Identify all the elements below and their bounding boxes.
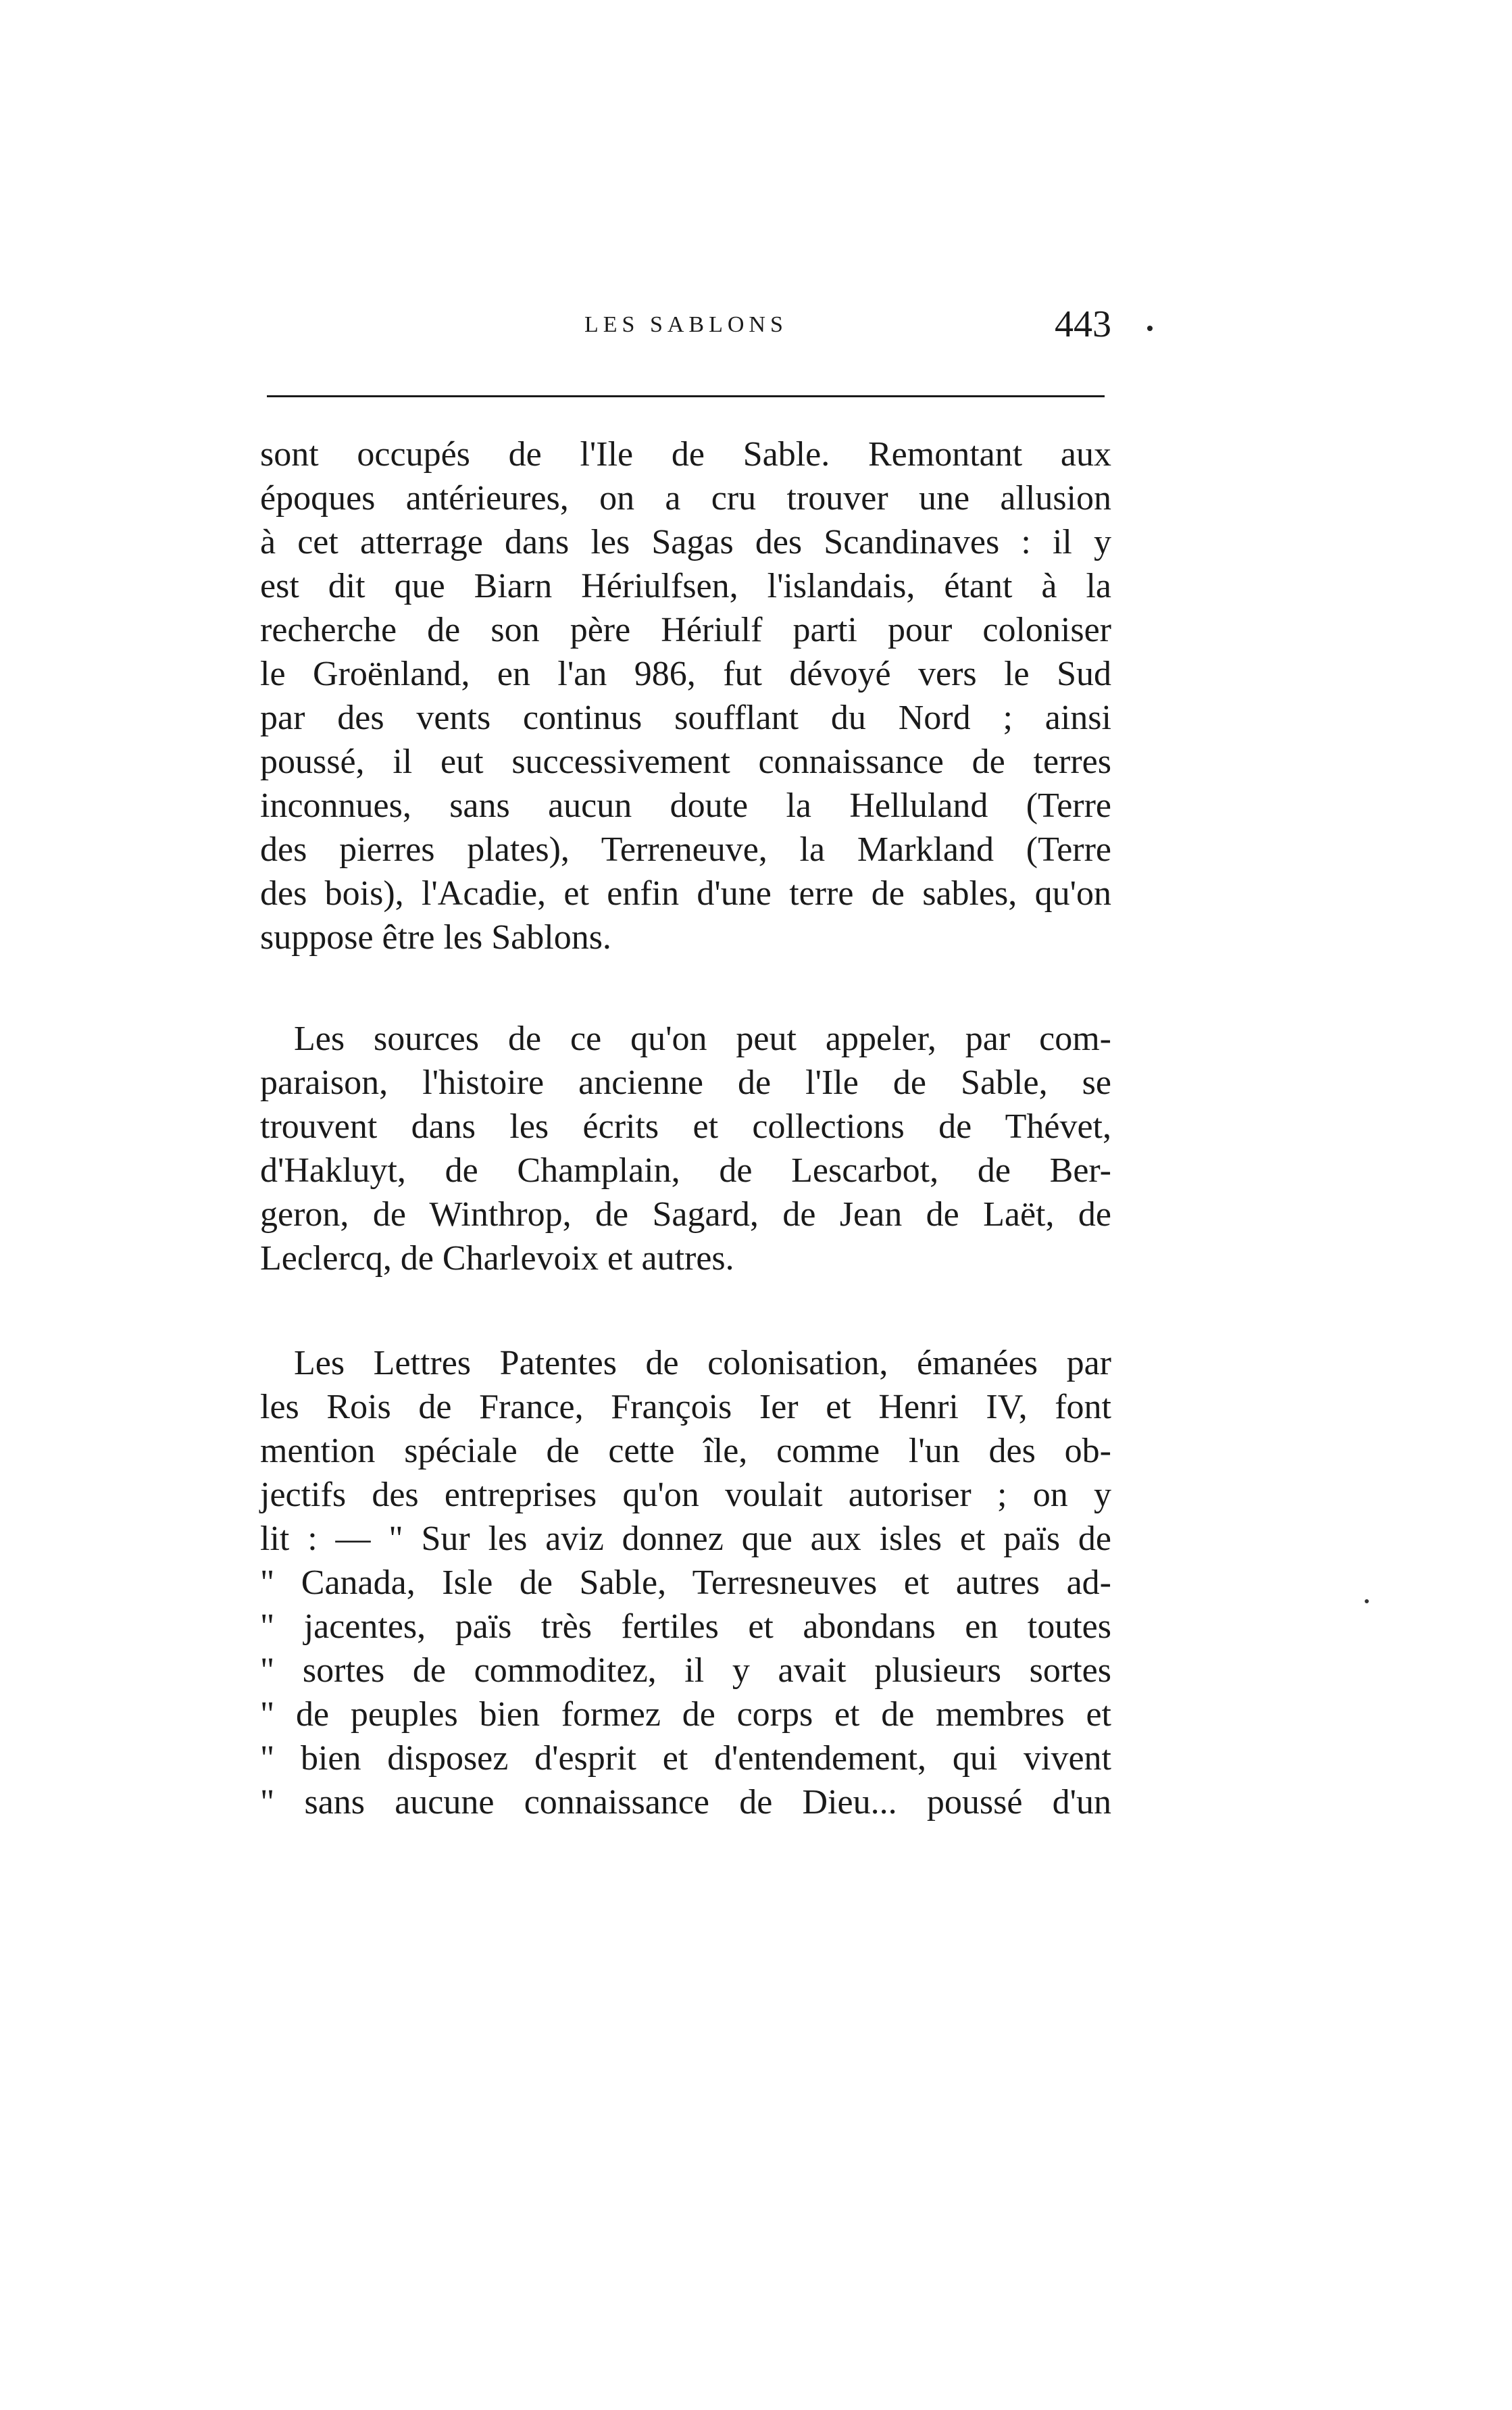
text-line: geron, de Winthrop, de Sagard, de Jean de Laët, de <box>260 1195 1111 1234</box>
paragraph-2 <box>260 1017 1111 1280</box>
text-line: " sortes de commoditez, il y avait plusieurs sortes <box>260 1651 1111 1690</box>
text-line: des pierres plates), Terreneuve, la Markland (Terre <box>260 830 1111 869</box>
text-line: " bien disposez d'esprit et d'entendement, qui vivent <box>260 1739 1111 1778</box>
text-line: suppose être les Sablons. <box>260 918 611 957</box>
text-line: par des vents continus soufflant du Nord ; ainsi <box>260 699 1111 737</box>
text-line: est dit que Biarn Hériulfsen, l'islandais, étant à la <box>260 567 1111 605</box>
text-line: à cet atterrage dans les Sagas des Scandinaves : il y <box>260 523 1111 561</box>
text-line: " de peuples bien formez de corps et de membres et <box>260 1695 1111 1734</box>
text-line: des bois), l'Acadie, et enfin d'une terre de sables, qu'on <box>260 874 1111 913</box>
text-line: mention spéciale de cette île, comme l'un des ob- <box>260 1432 1111 1470</box>
text-line: lit : — " Sur les aviz donnez que aux isles et païs de <box>260 1520 1111 1558</box>
text-line: les Rois de France, François Ier et Henri IV, font <box>260 1388 1111 1426</box>
stray-ink-mark <box>1365 1599 1369 1603</box>
text-line: " jacentes, païs très fertiles et abondans en toutes <box>260 1607 1111 1646</box>
text-line: Leclercq, de Charlevoix et autres. <box>260 1239 734 1278</box>
stray-ink-mark <box>1147 326 1153 331</box>
text-line: sont occupés de l'Ile de Sable. Remontant aux <box>260 435 1111 474</box>
page-number: 443 <box>1055 303 1111 345</box>
text-line: époques antérieures, on a cru trouver une allusion <box>260 479 1111 518</box>
text-line: recherche de son père Hériulf parti pour coloniser <box>260 611 1111 649</box>
text-line: Les Lettres Patentes de colonisation, émanées par <box>294 1344 1111 1382</box>
text-line: le Groënland, en l'an 986, fut dévoyé vers le Sud <box>260 655 1111 693</box>
paragraph-3 <box>260 1341 1111 1824</box>
paragraph-1 <box>260 432 1111 959</box>
running-title: LES SABLONS <box>584 312 788 337</box>
text-line: jectifs des entreprises qu'on voulait autoriser ; on y <box>260 1476 1111 1514</box>
text-line: trouvent dans les écrits et collections de Thévet, <box>260 1107 1111 1146</box>
text-line: " sans aucune connaissance de Dieu... poussé d'un <box>260 1783 1111 1822</box>
text-line: d'Hakluyt, de Champlain, de Lescarbot, de Ber- <box>260 1151 1111 1190</box>
text-line: Les sources de ce qu'on peut appeler, par com- <box>294 1020 1111 1058</box>
text-line: " Canada, Isle de Sable, Terresneuves et autres ad- <box>260 1563 1111 1602</box>
text-line: inconnues, sans aucun doute la Helluland (Terre <box>260 786 1111 825</box>
text-line: poussé, il eut successivement connaissance de terres <box>260 743 1111 781</box>
running-head <box>267 303 1111 350</box>
header-rule <box>267 395 1105 397</box>
text-line: paraison, l'histoire ancienne de l'Ile de Sable, se <box>260 1063 1111 1102</box>
